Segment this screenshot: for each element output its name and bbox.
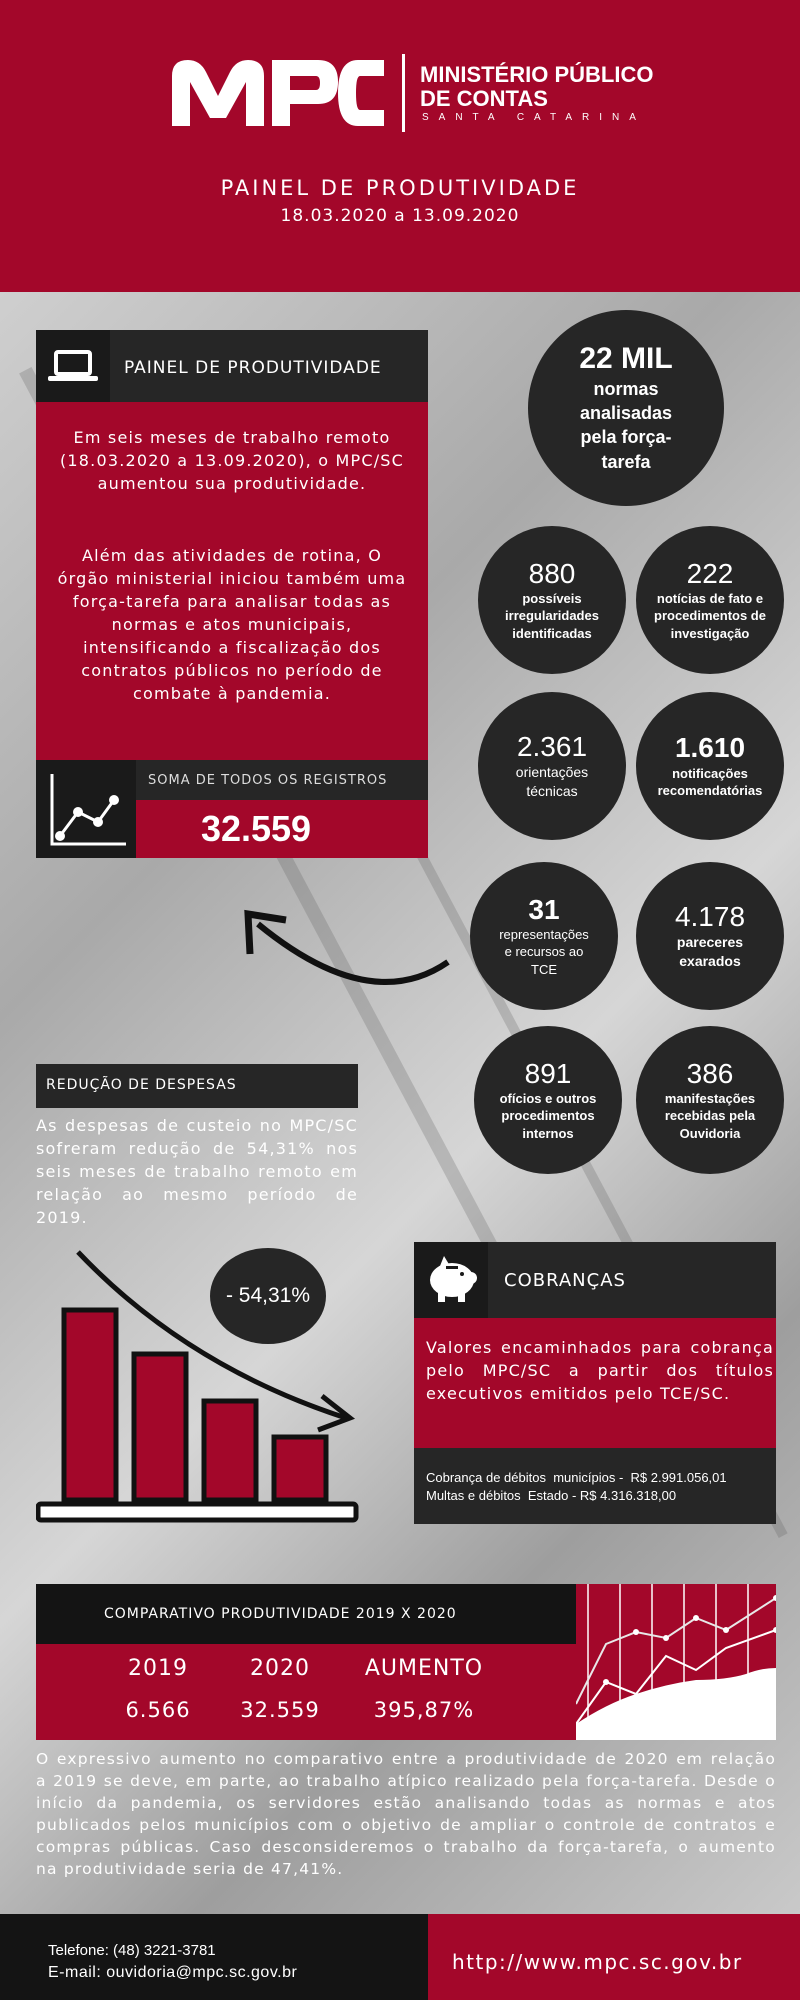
stat-number: 4.178 (674, 901, 746, 933)
comparativo-value-2019: 6.566 (125, 1698, 191, 1722)
mpc-logo (168, 52, 388, 132)
stat-label: manifestações recebidas pela Ouvidoria (664, 1090, 756, 1141)
comparativo-text: O expressivo aumento no comparativo entre a produtividade de 2020 em relação a 2019 se deve, em parte, ao trabalho atípico realizado pela força-tarefa. Desde o início da pandemia, os servidores estão analisando todas as normas e atos publicados pelos municípios com o objetivo de ampliar o controle de contratos e compras públicas. Caso desconsideremos o trabalho da força-tarefa, o aumento na produtividade seria de 47,41%. (36, 1750, 776, 1878)
reduction-badge (210, 1248, 326, 1344)
stat-number: 1.610 (674, 732, 746, 764)
stat-circle-880 (478, 526, 626, 674)
stat-number: 386 (686, 1057, 734, 1089)
despesas-text: As despesas de custeio no MPC/SC sofreram redução de 54,31% nos seis meses de trabalho remoto em relação ao mesmo período de 2019. (36, 1116, 358, 1227)
painel-text-1: Em seis meses de trabalho remoto (18.03.2020 a 13.09.2020), o MPC/SC aumentou sua produtividade. (59, 428, 405, 493)
stat-label: possíveis irregularidades identificadas (505, 590, 599, 641)
org-name-line3: SANTA CATARINA (422, 112, 646, 123)
page-dates: 18.03.2020 a 13.09.2020 (280, 206, 520, 226)
page-title: PAINEL DE PRODUTIVIDADE (220, 176, 580, 200)
growth-chart-icon (576, 1584, 776, 1740)
stat-number: 891 (524, 1057, 572, 1089)
multas-estado: Multas e débitos Estado - R$ 4.316.318,00 (426, 1488, 677, 1503)
header (0, 0, 800, 292)
decrease-bar (134, 1354, 186, 1500)
curved-arrow-icon (230, 896, 460, 1006)
stat-label: orientações técnicas (515, 764, 589, 800)
soma-value: 32.559 (200, 808, 312, 849)
comparativo-value-2020: 32.559 (240, 1698, 320, 1722)
stat-label: normas analisadas pela força-tarefa (579, 378, 673, 472)
painel-text-2: Além das atividades de rotina, O órgão ministerial iniciou também uma força-tarefa para analisar todas as normas e atos municipais, intensificando a fiscalização dos contratos públicos no período de combate à pandemia. (57, 546, 407, 703)
comparativo-header-2019: 2019 (128, 1656, 188, 1681)
comparativo-header-2020: 2020 (250, 1656, 310, 1681)
footer-email[interactable]: E-mail: ouvidoria@mpc.sc.gov.br (48, 1964, 298, 1981)
decrease-bar (274, 1437, 326, 1500)
stat-circle-891 (474, 1026, 622, 1174)
line-chart-icon (36, 760, 136, 858)
footer-url-link[interactable]: http://www.mpc.sc.gov.br (452, 1950, 743, 1974)
stat-number: 880 (528, 557, 576, 589)
decrease-bar (64, 1310, 116, 1500)
stat-circle-1610 (636, 692, 784, 840)
cobrancas-values (414, 1448, 776, 1524)
soma-label: SOMA DE TODOS OS REGISTROS (148, 773, 388, 788)
comparativo-value-aumento: 395,87% (373, 1698, 475, 1722)
stat-circle-222 (636, 526, 784, 674)
stat-label: notícias de fato e procedimentos de investigação (654, 590, 766, 641)
stat-label: ofícios e outros procedimentos internos (499, 1090, 597, 1141)
stat-circle-2361 (478, 692, 626, 840)
comparativo-header-aumento: AUMENTO (364, 1656, 484, 1681)
cobranca-municipios: Cobrança de débitos municípios - R$ 2.991.056,01 (426, 1470, 727, 1485)
stat-circle-31 (470, 862, 618, 1010)
despesas-title: REDUÇÃO DE DESPESAS (46, 1077, 237, 1093)
stat-circle-386 (636, 1026, 784, 1174)
stat-circle-big (528, 310, 724, 506)
reduction-value: - 54,31% (225, 1284, 311, 1307)
stat-number: 2.361 (516, 731, 588, 763)
decrease-bar (204, 1401, 256, 1500)
stat-label: representações e recursos ao TCE (499, 926, 589, 977)
cobrancas-text: Valores encaminhados para cobrança pelo MPC/SC a partir dos títulos executivos emitidos pelo TCE/SC. (426, 1338, 774, 1403)
stat-number: 222 (686, 557, 734, 589)
stat-number: 31 (528, 893, 560, 925)
stat-label: notificações recomendatórias (657, 765, 763, 799)
cobrancas-title: COBRANÇAS (504, 1270, 626, 1291)
painel-title: PAINEL DE PRODUTIVIDADE (124, 358, 382, 378)
piggy-bank-icon (414, 1242, 488, 1318)
stat-circle-4178 (636, 862, 784, 1010)
comparativo-title: COMPARATIVO PRODUTIVIDADE 2019 X 2020 (104, 1606, 457, 1622)
org-name-line2: DE CONTAS (420, 86, 548, 111)
footer-phone: Telefone: (48) 3221-3781 (48, 1942, 216, 1959)
org-name-line1: MINISTÉRIO PÚBLICO (420, 62, 654, 87)
laptop-icon (36, 330, 110, 402)
stat-label: pareceres exarados (676, 934, 744, 970)
stat-number: 22 MIL (579, 342, 673, 376)
logo-divider (402, 54, 405, 132)
